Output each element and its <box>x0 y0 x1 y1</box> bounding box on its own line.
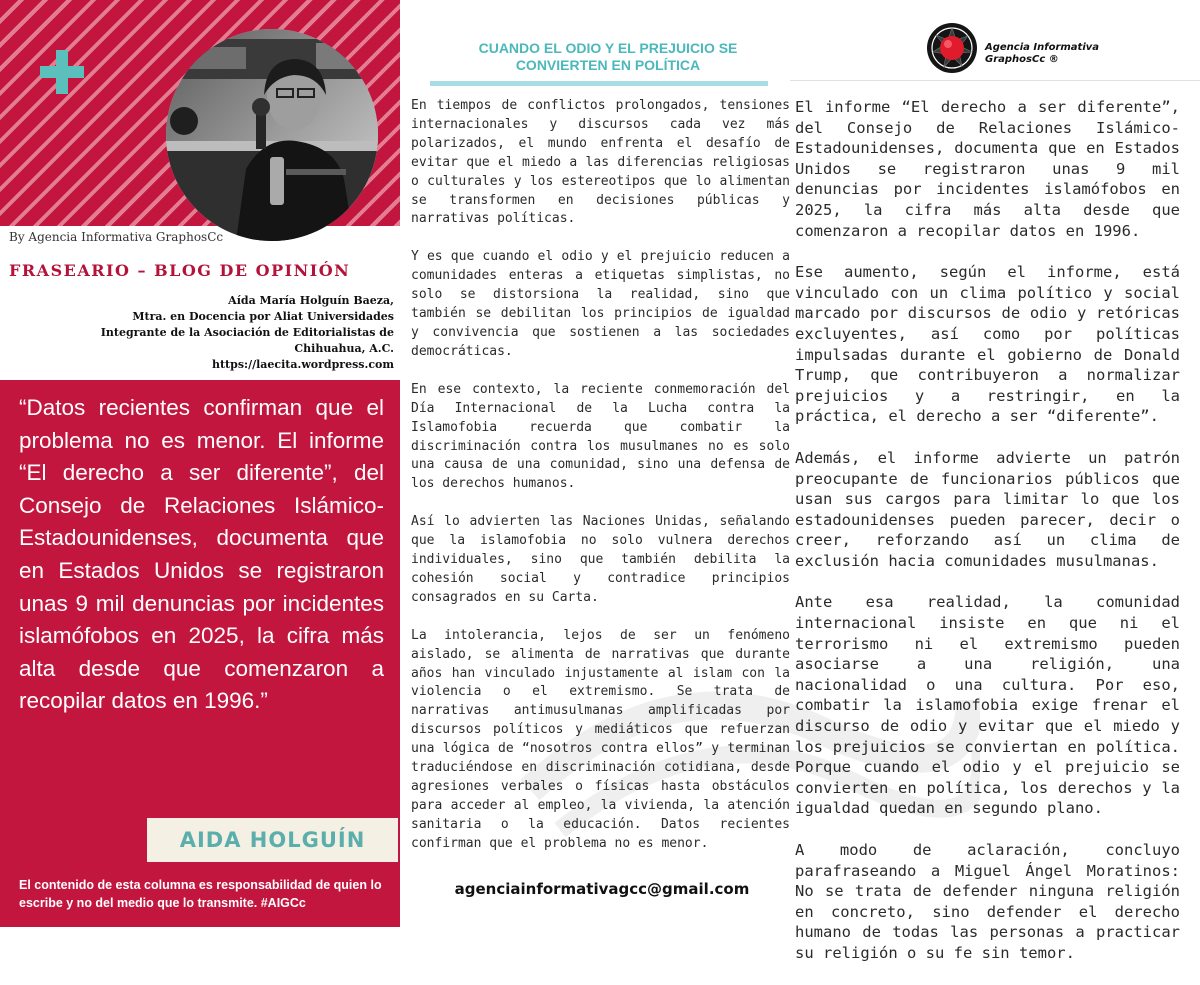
author-association-city: Chihuahua, A.C. <box>294 342 394 355</box>
paragraph: Ante esa realidad, la comunidad internacional insiste en que ni el terrorismo ni el extremismo pueden asociarse a una religión, una nacionalidad o una cultura. Por eso, combatir la islamofobia exige frenar el discurso de odio y evitar que el miedo y los prejuicios se conviertan en política. Porque cuando el odio y el prejuicio se convierten en política, los derechos y la igualdad quedan en segundo plano. <box>795 593 1180 818</box>
paragraph: Así lo advierten las Naciones Unidas, señalando que la islamofobia no solo vulnera derechos individuales, sino que también debilita la cohesión social y contradice principios consagrados en su Carta. <box>411 514 790 605</box>
headline-line-1: CUANDO EL ODIO Y EL PREJUICIO SE <box>478 40 738 56</box>
blog-title: FRASEARIO – BLOG DE OPINIÓN <box>9 261 351 280</box>
logo-line-1: Agencia Informativa <box>985 42 1100 53</box>
header-rule <box>790 80 1200 81</box>
paragraph: La intolerancia, lejos de ser un fenómeno aislado, se alimenta de narrativas que durante años han vinculado injustamente al islam con la violencia o el extremismo. Se trata de narrativas antimusulmanas amplificadas por discursos políticos y mediáticos que refuerzan una lógica de “nosotros contra ellos” y terminan traduciéndose en discriminación cotidiana, desde agresiones verbales o físicas hasta obstáculos para acceder al empleo, la vivienda, la atención sanitaria o la educación. Datos recientes confirman que el problema no es menor. <box>411 627 790 851</box>
author-credits <box>14 293 394 373</box>
disclaimer: El contenido de esta columna es responsabilidad de quien lo escribe y no del medio que lo transmite. #AIGCc <box>19 878 382 910</box>
article-headline <box>458 40 758 74</box>
contact-email-link[interactable]: agenciainformativagcc@gmail.com <box>454 880 750 898</box>
paragraph: Además, el informe advierte un patrón preocupante de funcionarios públicos que usan sus cargos para limitar lo que los estadounidenses pueden parecer, decir o creer, reforzando así un clima de exclusión hacia comunidades musulmanas. <box>795 448 1180 570</box>
author-website-link[interactable]: https://laecita.wordpress.com <box>211 358 394 371</box>
article-column-2 <box>795 97 1180 985</box>
agency-logo-icon <box>926 22 978 74</box>
author-association: Integrante de la Asociación de Editorialistas de <box>100 326 394 339</box>
pull-quote: “Datos recientes confirman que el problema no es menor. El informe “El derecho a ser diferente”, del Consejo de Relaciones Islámico-Estadounidenses, documenta que en Estados Unidos se registraron unas 9 mil denuncias por incidentes islamófobos en 2025, la cifra más alta desde que comenzaron a recopilar datos en 1996.” <box>19 395 384 714</box>
paragraph: En ese contexto, la reciente conmemoración del Día Internacional de la Lucha contra la Islamofobia recuerda que combatir la discriminación contra los musulmanes no es solo una causa de una comunidad, sino una defensa de los derechos humanos. <box>411 381 790 492</box>
paragraph: El informe “El derecho a ser diferente”, del Consejo de Relaciones Islámico-Estadounidenses, documenta que en Estados Unidos se registraron unas 9 mil denuncias por incidentes islamófobos en 2025, la cifra más alta desde que comenzaron a recopilar datos en 1996. <box>795 98 1180 240</box>
paragraph: En tiempos de conflictos prolongados, tensiones internacionales y discursos cada vez más polarizados, el mundo enfrenta el desafío de evitar que el miedo a las diferencias religiosas o culturales y los estereotipos que lo alimentan se transformen en decisiones públicas y narrativas políticas. <box>411 98 790 227</box>
paragraph: A modo de aclaración, concluyo parafraseando a Miguel Ángel Moratinos: No se trata de defender ninguna religión en concreto, sino defender el derecho humano de todas las personas a practicar su religión o su fe sin temor. <box>795 841 1180 962</box>
headline-line-2: CONVIERTEN EN POLÍTICA <box>515 57 701 73</box>
headline-underline <box>430 81 768 86</box>
agency-logo-text <box>985 42 1105 66</box>
signature-box <box>147 818 398 862</box>
plus-icon <box>40 50 84 94</box>
paragraph: Ese aumento, según el informe, está vinculado con un clima político y social marcado por discursos de odio y retóricas excluyentes, así como por políticas impulsadas durante el gobierno de Donald Trump, que contribuyeron a normalizar prejuicios y a restringir, en la práctica, el derecho a ser “diferente”. <box>795 263 1180 426</box>
paragraph: Y es que cuando el odio y el prejuicio reducen a comunidades enteras a etiquetas simplistas, no solo se distorsiona la realidad, sino que también se debilitan los principios de igualdad y convivencia que sostienen a las sociedades democráticas. <box>411 249 790 359</box>
signature-name: AIDA HOLGUÍN <box>179 828 366 852</box>
article-column-1 <box>411 97 790 873</box>
author-name: Aída María Holguín Baeza, <box>228 294 394 307</box>
author-photo <box>166 29 378 241</box>
byline: By Agencia Informativa GraphosCc <box>9 230 224 244</box>
author-credential: Mtra. en Docencia por Aliat Universidades <box>132 310 394 323</box>
logo-line-2: GraphosCc ® <box>985 54 1059 65</box>
sidebar <box>0 0 400 927</box>
